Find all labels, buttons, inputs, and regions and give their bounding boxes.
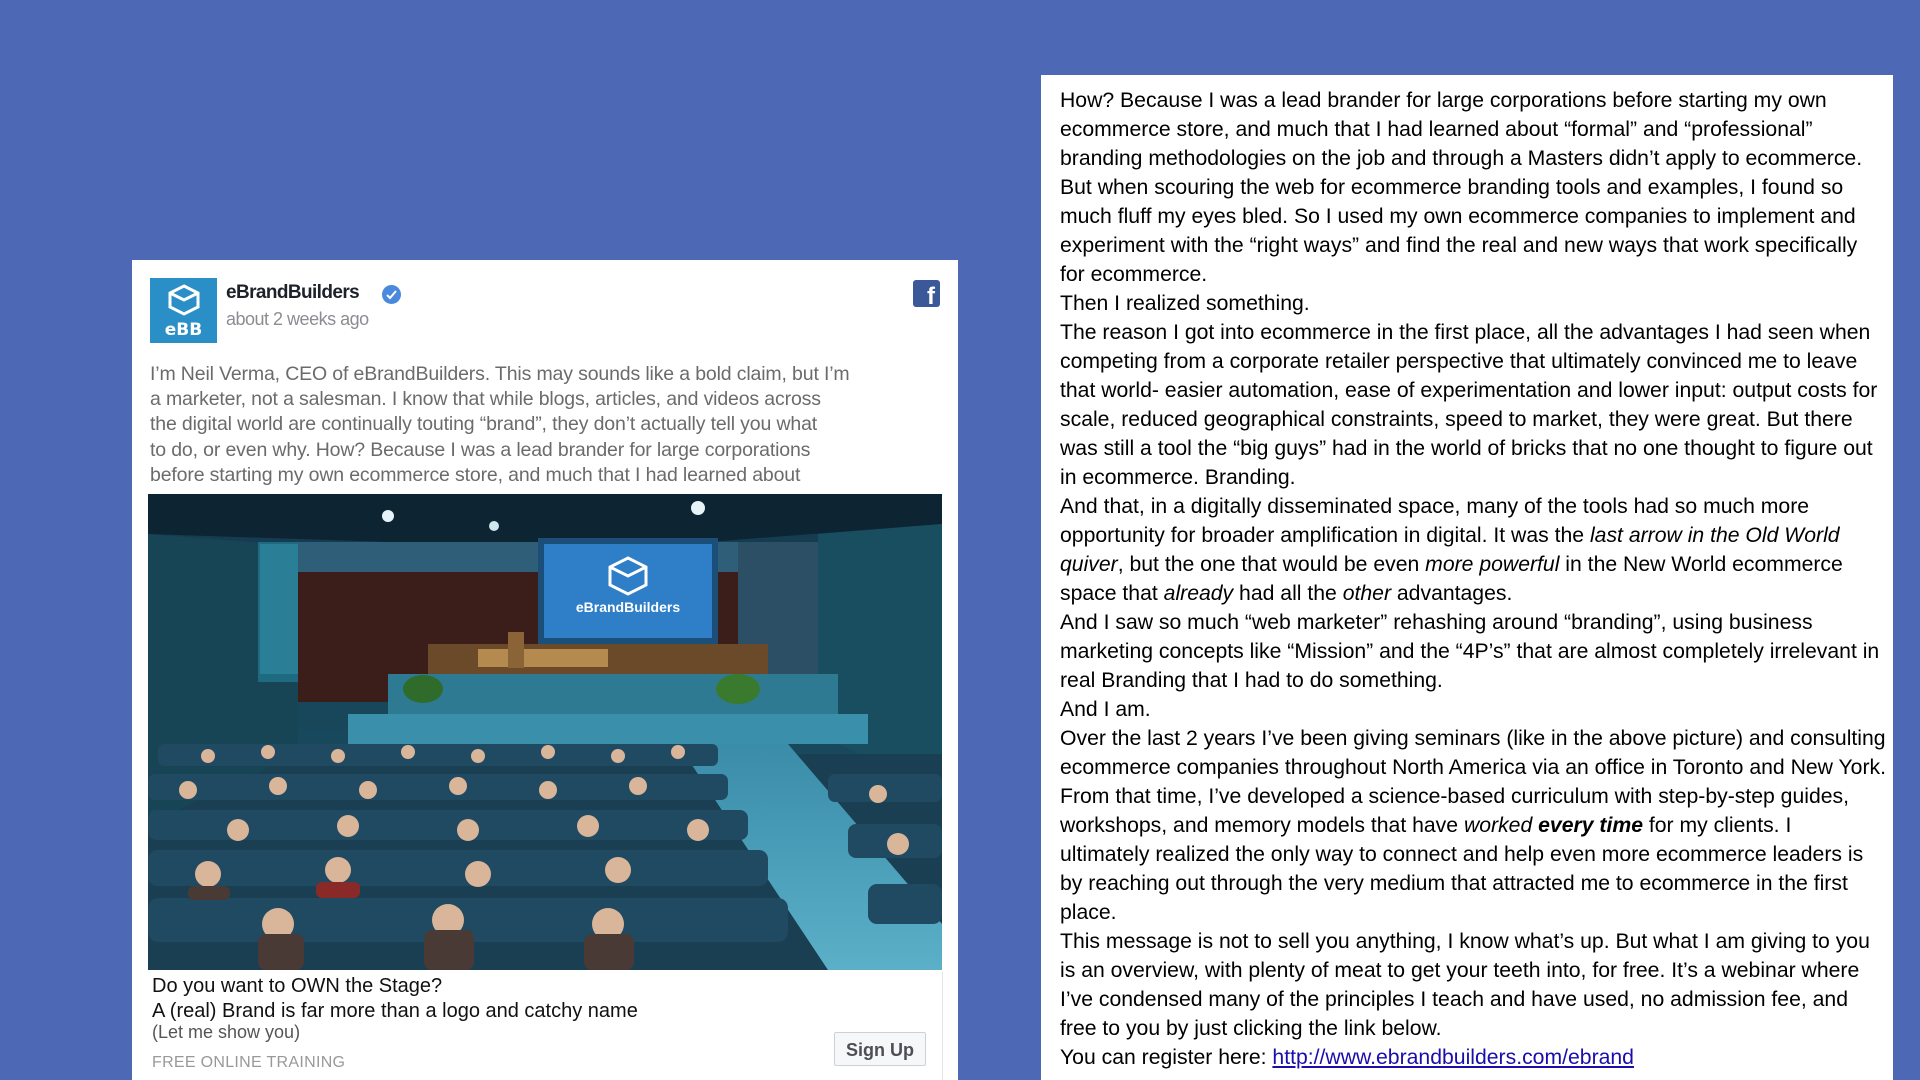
ad-body-line: a marketer, not a salesman. I know that while blogs, articles, and videos across (150, 388, 821, 411)
ad-description: (Let me show you) (152, 1022, 301, 1042)
paragraph: This message is not to sell you anything, I know what’s up. But what I am giving to you is an overview, with plenty of meat to get your teeth into, for free. It’s a webinar where I’ve condensed many of the principles I teach and have used, no admission fee, and free to you by just clicking the link below. (1060, 930, 1870, 1040)
paragraph: And I am. (1060, 698, 1151, 721)
letter-body (1060, 86, 1886, 1072)
ad-caption: FREE ONLINE TRAINING (152, 1054, 346, 1071)
paragraph: The reason I got into ecommerce in the first place, all the advantages I had seen when competing from a corporate retailer perspective that ultimately convinced me to leave that world- easier automation, ease of experimentation and lower input: output costs for scale, reduced geographical constraints, speed to market, they were great. But there was still a tool the “big guys” had in the world of bricks that no one thought to figure out in ecommerce. Branding. (1060, 321, 1878, 489)
ad-link-footer[interactable] (148, 972, 943, 1080)
register-link[interactable]: http://www.ebrandbuilders.com/ebrand (1272, 1046, 1634, 1069)
ad-header (150, 278, 940, 344)
ad-body-line: the digital world are continually touting “brand”, they don’t actually tell you what (150, 413, 818, 436)
ad-body-text (150, 362, 940, 490)
facebook-ad-card (132, 260, 958, 1080)
ad-headline-line-1: Do you want to OWN the Stage? (152, 975, 443, 997)
post-timestamp[interactable]: about 2 weeks ago (226, 309, 369, 329)
verified-badge-icon (382, 285, 401, 304)
paragraph: You can register here: http://www.ebrandbuilders.com/ebrand (1060, 1046, 1634, 1069)
paragraph: But when scouring the web for ecommerce branding tools and examples, I found so much fluff my eyes bled. So I used my own ecommerce companies to implement and experiment with the “right ways” and find the real and new ways that work specifically for ecommerce. (1060, 176, 1858, 286)
ad-headline (152, 974, 638, 1024)
paragraph: Then I realized something. (1060, 292, 1310, 315)
ad-body-line: before starting my own ecommerce store, and much that I had learned about (150, 463, 801, 486)
page-name-link[interactable]: eBrandBuilders (226, 282, 360, 303)
paragraph: And that, in a digitally disseminated space, many of the tools had so much more opportunity for broader amplification in digital. It was the last arrow in the Old World quiver, but the one that would be even more powerful in the New World ecommerce space that already had all the other advantages. (1060, 495, 1843, 605)
facebook-logo-icon: f (913, 280, 940, 307)
letter-text-panel (1041, 75, 1893, 1080)
ad-body-line: to do, or even why. How? Because I was a lead brander for large corporations (150, 438, 811, 461)
logo-text: eBB (164, 320, 203, 340)
sign-up-button[interactable]: Sign Up (834, 1032, 926, 1066)
paragraph: And I saw so much “web marketer” rehashing around “branding”, using business marketing concepts like “Mission” and the “4P’s” that are almost completely irrelevant in real Branding that I had to do something. (1060, 611, 1880, 692)
screen-brand-text: eBrandBuilders (575, 599, 681, 615)
paragraph: How? Because I was a lead brander for large corporations before starting my own ecommerce store, and much that I had learned about “formal” and “professional” branding methodologies on the job and through a Masters didn’t apply to ecommerce. (1060, 89, 1863, 170)
page-avatar[interactable] (150, 278, 217, 343)
ad-body-line: I’m Neil Verma, CEO of eBrandBuilders. This may sounds like a bold claim, but I’m (150, 363, 850, 385)
ad-headline-line-2: A (real) Brand is far more than a logo and catchy name (152, 1000, 638, 1022)
box-logo-icon (167, 284, 201, 316)
paragraph: Over the last 2 years I’ve been giving seminars (like in the above picture) and consulting ecommerce companies throughout North America via an office in Toronto and New York. From that time, I’ve developed a science-based curriculum with step-by-step guides, workshops, and memory models that have worked every time for my clients. I ultimately realized the only way to connect and help even more ecommerce leaders is by reaching out through the very medium that attracted me to ecommerce in the first place. (1060, 727, 1886, 924)
seminar-auditorium-photo[interactable] (148, 494, 942, 970)
